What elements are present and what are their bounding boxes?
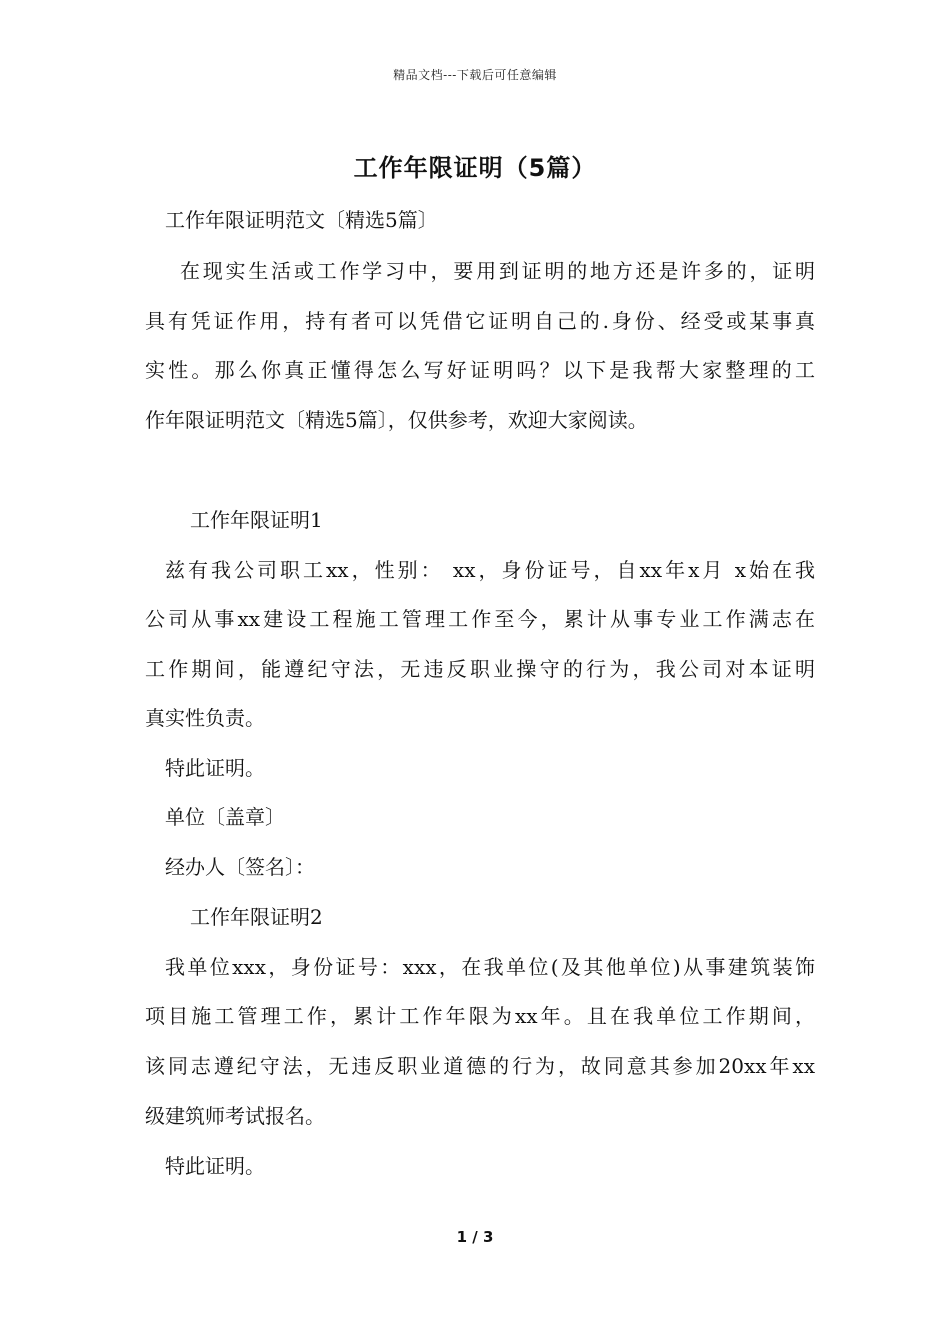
section1-signer: 经办人〔签名〕： [165,855,315,879]
section2-body-line-1: 我单位xxx，身份证号：xxx，在我单位(及其他单位)从事建筑装饰 [165,955,815,979]
section1-body-line-3: 工作期间，能遵纪守法，无违反职业操守的行为，我公司对本证明 [145,657,815,681]
section1-body-line-4: 真实性负责。 [145,706,265,730]
section2-body-line-4: 级建筑师考试报名。 [145,1104,325,1128]
intro-line-1: 在现实生活或工作学习中，要用到证明的地方还是许多的，证明 [180,259,815,283]
section2-closing: 特此证明。 [165,1154,265,1178]
section1-body-line-1: 兹有我公司职工xx，性别： xx，身份证号，自xx年x月 x始在我 [165,558,815,582]
section1-body-line-2: 公司从事xx建设工程施工管理工作至今，累计从事专业工作满志在 [145,607,815,631]
section2-body-line-3: 该同志遵纪守法，无违反职业道德的行为，故同意其参加20xx年xx [145,1054,815,1078]
intro-line-3: 实性。那么你真正懂得怎么写好证明吗？以下是我帮大家整理的工 [145,358,815,382]
subtitle: 工作年限证明范文〔精选5篇〕 [165,208,438,232]
intro-line-4: 作年限证明范文〔精选5篇〕，仅供参考，欢迎大家阅读。 [145,408,648,432]
section1-heading: 工作年限证明1 [190,508,323,532]
section1-unit: 单位〔盖章〕 [165,805,285,829]
section2-heading: 工作年限证明2 [190,905,323,929]
section2-body-line-2: 项目施工管理工作，累计工作年限为xx年。且在我单位工作期间， [145,1004,815,1028]
intro-line-2: 具有凭证作用，持有者可以凭借它证明自己的.身份、经受或某事真 [145,309,815,333]
header-note: 精品文档---下载后可任意编辑 [393,68,557,82]
document-title: 工作年限证明（5篇） [353,154,597,182]
page-number: 1 / 3 [456,1228,494,1246]
section1-closing: 特此证明。 [165,756,265,780]
